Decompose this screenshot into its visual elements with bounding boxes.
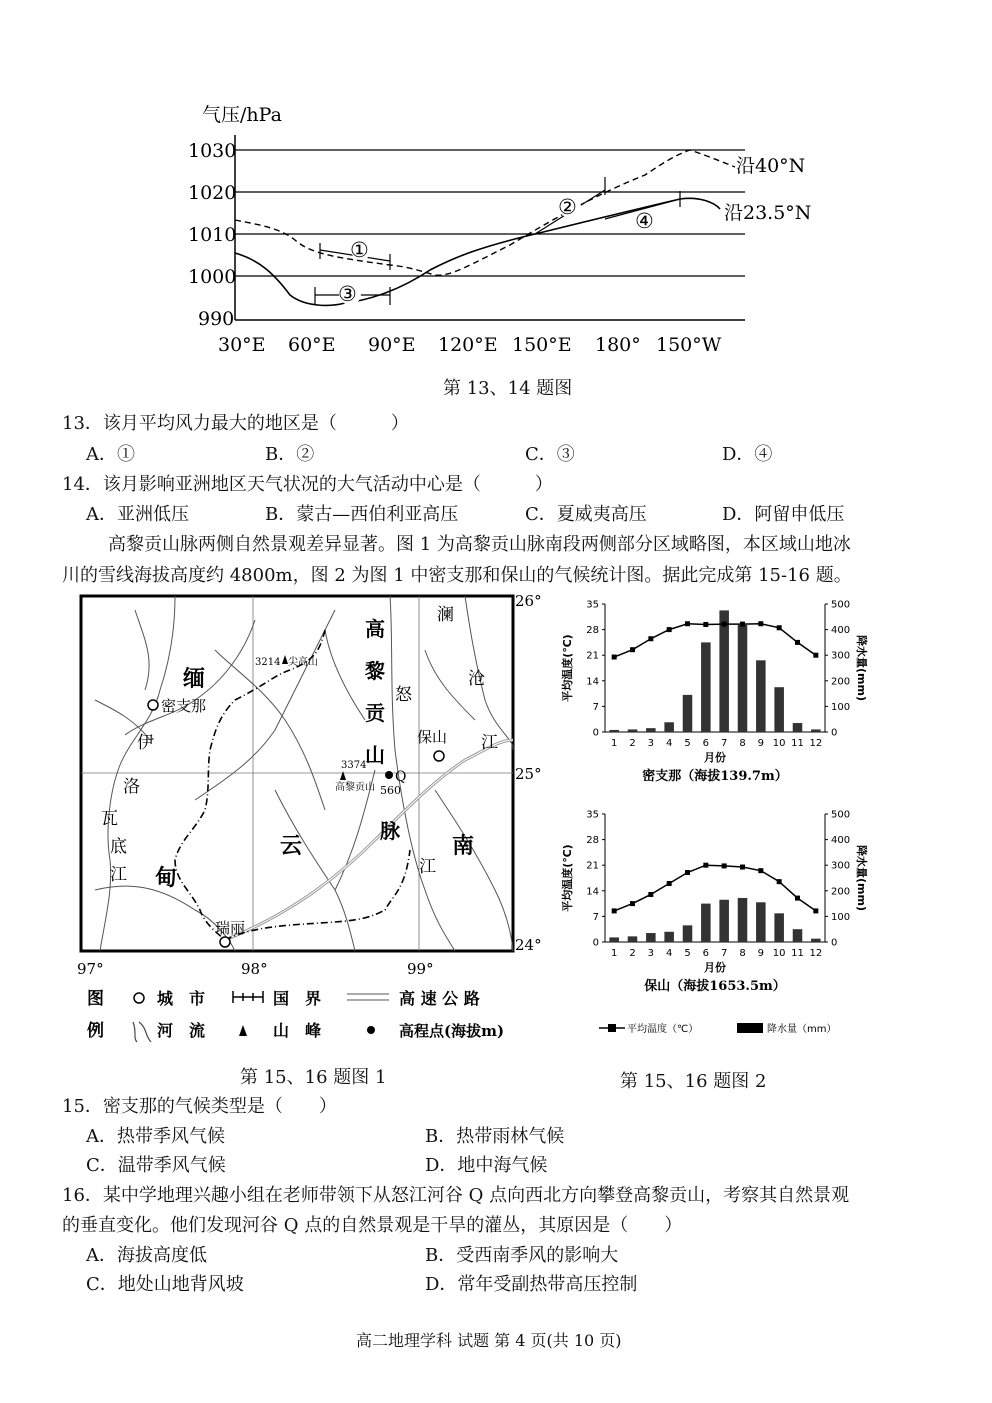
baoshan-temp-tick-label: 14 bbox=[586, 886, 599, 898]
myitkyina-temp-tick-label: 14 bbox=[586, 676, 599, 688]
baoshan-precip-axis-title: 降水量(mm) bbox=[855, 845, 868, 911]
baoshan-month-label: 6 bbox=[702, 948, 710, 959]
myitkyina-month-label: 2 bbox=[629, 738, 636, 749]
q15-option-b[interactable]: B．热带雨林气候 bbox=[425, 1126, 565, 1147]
fig1314-caption: 第 13、14 题图 bbox=[443, 378, 573, 399]
legend-river-icon bbox=[133, 1022, 151, 1042]
legend-temp-marker bbox=[608, 1024, 616, 1032]
q15-option-c[interactable]: C．温带季风气候 bbox=[86, 1155, 226, 1176]
baoshan-temp-tick-label: 0 bbox=[592, 937, 599, 949]
myitkyina-precip-bar bbox=[738, 625, 748, 732]
char-nan: 南 bbox=[452, 833, 475, 859]
peak-glgs-elev: 3374 bbox=[341, 760, 367, 771]
myitkyina-temp-point bbox=[795, 640, 800, 645]
legend-city: 城 市 bbox=[157, 989, 206, 1008]
myitkyina-month-label: 5 bbox=[684, 738, 691, 749]
myitkyina-temp-point bbox=[777, 625, 782, 630]
baoshan-temp-point bbox=[612, 908, 617, 913]
myitkyina-precip-tick-label: 200 bbox=[831, 676, 851, 688]
myitkyina-temp-tick-label: 21 bbox=[586, 650, 599, 662]
myitkyina-temp-point bbox=[703, 622, 708, 627]
baoshan-temp-point bbox=[685, 870, 690, 875]
baoshan-temp-point bbox=[740, 865, 745, 870]
legend-elev-icon bbox=[367, 1026, 375, 1034]
baoshan-month-label: 2 bbox=[629, 948, 636, 959]
myitkyina-precip-bar bbox=[683, 695, 693, 732]
char-yi: 伊 bbox=[137, 733, 154, 753]
peak-jgs-name: 尖高山 bbox=[288, 657, 318, 668]
baoshan-month-label: 9 bbox=[757, 948, 765, 959]
x-tick-60e: 60°E bbox=[288, 334, 336, 356]
baoshan-precip-bar bbox=[774, 913, 784, 942]
myitkyina-precip-tick-label: 100 bbox=[831, 701, 851, 713]
baoshan-precip-bar bbox=[719, 900, 729, 942]
char-jiang-nu: 江 bbox=[419, 857, 436, 877]
baoshan-precip-tick-label: 500 bbox=[831, 809, 851, 821]
map-caption: 第 15、16 题图 1 bbox=[240, 1067, 387, 1088]
char-luo: 洛 bbox=[123, 777, 140, 797]
myitkyina-precip-tick-label: 400 bbox=[831, 625, 851, 637]
marker-3: ③ bbox=[338, 282, 357, 306]
baoshan-month-label: 8 bbox=[739, 948, 746, 959]
baoshan-precip-bar bbox=[738, 898, 748, 942]
myitkyina-month-label: 12 bbox=[809, 738, 823, 749]
myitkyina-month-label: 8 bbox=[739, 738, 746, 749]
char-gong: 贡 bbox=[365, 701, 385, 725]
myitkyina-precip-bar bbox=[793, 723, 803, 732]
peak-icon bbox=[340, 771, 346, 780]
baoshan-precip-tick-label: 400 bbox=[831, 835, 851, 847]
q16-stem-line-2: 的垂直变化。他们发现河谷 Q 点的自然景观是干旱的灌丛，其原因是（ ） bbox=[62, 1215, 683, 1236]
y-tick-1000: 1000 bbox=[188, 266, 237, 288]
q14-option-c[interactable]: C．夏威夷高压 bbox=[525, 504, 647, 525]
myitkyina-temp-line bbox=[614, 624, 816, 657]
y-tick-1030: 1030 bbox=[188, 140, 237, 162]
baoshan-precip-tick-label: 300 bbox=[831, 860, 851, 872]
legend-tu: 图 bbox=[87, 989, 104, 1009]
myitkyina-temp-point bbox=[685, 621, 690, 626]
myitkyina-temp-point bbox=[813, 653, 818, 658]
city-baoshan: 保山 bbox=[417, 728, 448, 746]
q15-option-d[interactable]: D．地中海气候 bbox=[425, 1155, 548, 1176]
intro-line-2: 川的雪线海拔高度约 4800m，图 2 为图 1 中密支那和保山的气候统计图。据此完成第 15-16 题。 bbox=[62, 565, 852, 586]
baoshan-temp-point bbox=[667, 881, 672, 886]
baoshan-month-label: 7 bbox=[720, 948, 728, 959]
myitkyina-temp-point bbox=[630, 647, 635, 652]
baoshan-month-label: 1 bbox=[610, 948, 618, 959]
myitkyina-temp-tick-label: 28 bbox=[586, 625, 599, 637]
char-lan: 澜 bbox=[437, 605, 454, 625]
myitkyina-month-label: 3 bbox=[647, 738, 655, 749]
myitkyina-precip-axis-title: 降水量(mm) bbox=[855, 635, 868, 701]
city-ruili-marker bbox=[220, 937, 230, 947]
city-baoshan-marker bbox=[434, 751, 444, 761]
myitkyina-precip-bar bbox=[701, 642, 711, 732]
myitkyina-month-label: 1 bbox=[610, 738, 618, 749]
line-40n bbox=[235, 150, 735, 275]
myitkyina-precip-tick-label: 300 bbox=[831, 650, 851, 662]
myitkyina-month-label: 9 bbox=[757, 738, 765, 749]
myitkyina-month-label: 7 bbox=[720, 738, 728, 749]
myitkyina-temp-point bbox=[740, 622, 745, 627]
q14-option-b[interactable]: B．蒙古—西伯利亚高压 bbox=[265, 504, 459, 525]
myitkyina-precip-bar bbox=[609, 730, 619, 732]
q13-option-c[interactable]: C．③ bbox=[525, 444, 575, 465]
x-tick-90e: 90°E bbox=[368, 334, 416, 356]
myitkyina-month-label: 11 bbox=[791, 738, 804, 749]
baoshan-temp-point bbox=[722, 863, 727, 868]
myitkyina-month-label: 10 bbox=[772, 738, 786, 749]
baoshan-temp-point bbox=[648, 892, 653, 897]
myitkyina-temp-tick-label: 0 bbox=[592, 727, 599, 739]
q15-stem: 15．密支那的气候类型是（ ） bbox=[62, 1096, 337, 1117]
baoshan-temp-point bbox=[758, 868, 763, 873]
pressure-chart bbox=[180, 95, 820, 365]
char-li: 黎 bbox=[365, 659, 385, 683]
legend-precip: 降水量（mm） bbox=[767, 1024, 837, 1035]
baoshan-temp-tick-label: 35 bbox=[586, 809, 599, 821]
peak-jgs-elev: 3214 bbox=[255, 657, 281, 668]
legend-highway-icon bbox=[347, 994, 389, 1000]
x-tick-180: 180° bbox=[595, 334, 641, 356]
y-tick-1010: 1010 bbox=[188, 224, 237, 246]
baoshan-month-label: 12 bbox=[809, 948, 823, 959]
char-dian: 甸 bbox=[155, 865, 178, 891]
myitkyina-temp-axis-title: 平均温度(℃) bbox=[561, 634, 574, 702]
char-yun: 云 bbox=[280, 833, 303, 859]
baoshan-month-label: 11 bbox=[791, 948, 804, 959]
myitkyina-chart-title: 密支那（海拔139.7m） bbox=[642, 769, 788, 784]
myitkyina-temp-point bbox=[722, 622, 727, 627]
q13-option-d[interactable]: D．④ bbox=[722, 444, 773, 465]
baoshan-temp-tick-label: 21 bbox=[586, 860, 599, 872]
myitkyina-precip-bar bbox=[628, 729, 638, 732]
baoshan-precip-bar bbox=[793, 929, 803, 942]
y-tick-990: 990 bbox=[198, 308, 235, 330]
baoshan-precip-bar bbox=[664, 932, 674, 942]
elev-point-q-marker bbox=[385, 771, 393, 779]
q15-option-a[interactable]: A．热带季风气候 bbox=[86, 1126, 225, 1147]
page-footer: 高二地理学科 试题 第 4 页(共 10 页) bbox=[356, 1331, 622, 1350]
baoshan-climate-chart bbox=[560, 810, 869, 995]
char-mian: 缅 bbox=[183, 666, 206, 692]
baoshan-temp-tick-label: 28 bbox=[586, 835, 599, 847]
q14-stem: 14．该月影响亚洲地区天气状况的大气活动中心是（ ） bbox=[62, 474, 553, 495]
elev-point-q: Q bbox=[395, 769, 407, 785]
myitkyina-precip-bar bbox=[664, 722, 674, 732]
baoshan-precip-bar bbox=[701, 904, 711, 942]
char-jiang-yl: 江 bbox=[110, 865, 127, 885]
charts-caption: 第 15、16 题图 2 bbox=[620, 1071, 767, 1092]
myitkyina-precip-bar bbox=[646, 728, 656, 732]
baoshan-precip-bar bbox=[756, 902, 766, 942]
legend-li: 例 bbox=[87, 1021, 104, 1041]
baoshan-month-label: 5 bbox=[684, 948, 691, 959]
lat-24: 24° bbox=[515, 936, 542, 954]
char-nu: 怒 bbox=[395, 685, 412, 705]
region-map bbox=[75, 590, 555, 1050]
myitkyina-precip-bar bbox=[811, 729, 821, 732]
char-cang: 沧 bbox=[468, 669, 485, 689]
baoshan-month-label: 3 bbox=[647, 948, 655, 959]
q16-option-b[interactable]: B．受西南季风的影响大 bbox=[425, 1245, 619, 1266]
baoshan-precip-bar bbox=[609, 937, 619, 942]
q16-option-d[interactable]: D．常年受副热带高压控制 bbox=[425, 1274, 638, 1295]
char-mai: 脉 bbox=[380, 819, 400, 843]
x-tick-120e: 120°E bbox=[438, 334, 498, 356]
q16-option-c[interactable]: C．地处山地背风坡 bbox=[86, 1274, 244, 1295]
char-di: 底 bbox=[110, 837, 127, 857]
q14-option-d[interactable]: D．阿留申低压 bbox=[722, 504, 845, 525]
marker-1: ① bbox=[350, 238, 369, 262]
label-23n: 沿23.5°N bbox=[724, 202, 812, 224]
q13-stem: 13．该月平均风力最大的地区是（ ） bbox=[62, 413, 409, 434]
myitkyina-month-label: 6 bbox=[702, 738, 710, 749]
city-myitkyina-marker bbox=[148, 700, 158, 710]
myitkyina-precip-bar bbox=[719, 610, 729, 732]
baoshan-precip-bar bbox=[646, 933, 656, 942]
x-tick-150w: 150°W bbox=[656, 334, 722, 356]
city-myitkyina: 密支那 bbox=[161, 697, 207, 715]
myitkyina-climate-chart bbox=[560, 600, 869, 785]
q13-option-a[interactable]: A．① bbox=[86, 444, 135, 465]
baoshan-temp-point bbox=[795, 896, 800, 901]
legend-border-icon bbox=[233, 991, 263, 1003]
myitkyina-precip-bar bbox=[756, 660, 766, 732]
baoshan-precip-tick-label: 100 bbox=[831, 911, 851, 923]
baoshan-precip-bar bbox=[628, 936, 638, 942]
myitkyina-temp-point bbox=[648, 636, 653, 641]
baoshan-temp-line bbox=[614, 865, 816, 911]
baoshan-temp-axis-title: 平均温度(℃) bbox=[561, 844, 574, 912]
x-tick-150e: 150°E bbox=[512, 334, 572, 356]
city-ruili: 瑞丽 bbox=[215, 919, 246, 937]
pressure-axis-title: 气压/hPa bbox=[202, 104, 282, 126]
baoshan-month-label: 4 bbox=[665, 948, 673, 959]
char-jiang-lan: 江 bbox=[481, 733, 498, 753]
legend-river: 河 流 bbox=[157, 1021, 206, 1040]
lat-25: 25° bbox=[515, 765, 542, 783]
x-tick-30e: 30°E bbox=[218, 334, 266, 356]
char-shan: 山 bbox=[365, 743, 385, 767]
char-wa: 瓦 bbox=[101, 809, 118, 829]
legend-city-icon bbox=[134, 993, 144, 1003]
myitkyina-temp-tick-label: 35 bbox=[586, 599, 599, 611]
legend-elev-point: 高程点(海拔m) bbox=[399, 1022, 505, 1040]
marker-2: ② bbox=[558, 195, 577, 219]
q14-option-a[interactable]: A．亚洲低压 bbox=[86, 504, 189, 525]
myitkyina-temp-tick-label: 7 bbox=[592, 701, 599, 713]
lon-97: 97° bbox=[77, 960, 104, 978]
myitkyina-precip-bar bbox=[774, 687, 784, 732]
baoshan-temp-point bbox=[777, 879, 782, 884]
q13-option-b[interactable]: B．② bbox=[265, 444, 315, 465]
myitkyina-precip-tick-label: 500 bbox=[831, 599, 851, 611]
myitkyina-temp-point bbox=[758, 621, 763, 626]
myitkyina-temp-point bbox=[612, 655, 617, 660]
label-40n: 沿40°N bbox=[736, 155, 806, 177]
baoshan-temp-point bbox=[813, 908, 818, 913]
legend-peak: 山 峰 bbox=[273, 1021, 322, 1040]
baoshan-precip-bar bbox=[683, 925, 693, 942]
char-gao: 高 bbox=[365, 617, 385, 641]
legend-border: 国 界 bbox=[273, 989, 322, 1008]
myitkyina-x-title: 月份 bbox=[704, 751, 726, 764]
myitkyina-month-label: 4 bbox=[665, 738, 673, 749]
myitkyina-temp-point bbox=[667, 627, 672, 632]
lon-99: 99° bbox=[407, 960, 434, 978]
marker-4: ④ bbox=[635, 209, 654, 233]
lon-98: 98° bbox=[241, 960, 268, 978]
baoshan-precip-tick-label: 0 bbox=[831, 937, 838, 949]
baoshan-precip-bar bbox=[811, 939, 821, 942]
baoshan-temp-tick-label: 7 bbox=[592, 911, 599, 923]
baoshan-temp-point bbox=[630, 901, 635, 906]
baoshan-month-label: 10 bbox=[772, 948, 786, 959]
myitkyina-precip-tick-label: 0 bbox=[831, 727, 838, 739]
legend-highway: 高 速 公 路 bbox=[399, 989, 480, 1008]
baoshan-x-title: 月份 bbox=[704, 961, 726, 974]
legend-peak-icon bbox=[239, 1025, 247, 1036]
legend-precip-marker bbox=[737, 1023, 763, 1033]
intro-line-1: 高黎贡山脉两侧自然景观差异显著。图 1 为高黎贡山脉南段两侧部分区域略图，本区域山地冰 bbox=[108, 534, 851, 555]
q16-stem-line-1: 16．某中学地理兴趣小组在老师带领下从怒江河谷 Q 点向西北方向攀登高黎贡山，考察其自然景观 bbox=[62, 1185, 850, 1206]
elev-point-q-elev: 560 bbox=[380, 784, 401, 797]
baoshan-temp-point bbox=[703, 863, 708, 868]
q16-option-a[interactable]: A．海拔高度低 bbox=[86, 1245, 207, 1266]
lat-26: 26° bbox=[515, 592, 542, 610]
y-tick-1020: 1020 bbox=[188, 182, 237, 204]
baoshan-precip-tick-label: 200 bbox=[831, 886, 851, 898]
climate-charts bbox=[555, 590, 875, 1055]
baoshan-chart-title: 保山（海拔1653.5m） bbox=[644, 979, 786, 994]
peak-glgs-name: 高黎贡山 bbox=[335, 782, 375, 793]
legend-temp: 平均温度（℃） bbox=[627, 1024, 699, 1035]
